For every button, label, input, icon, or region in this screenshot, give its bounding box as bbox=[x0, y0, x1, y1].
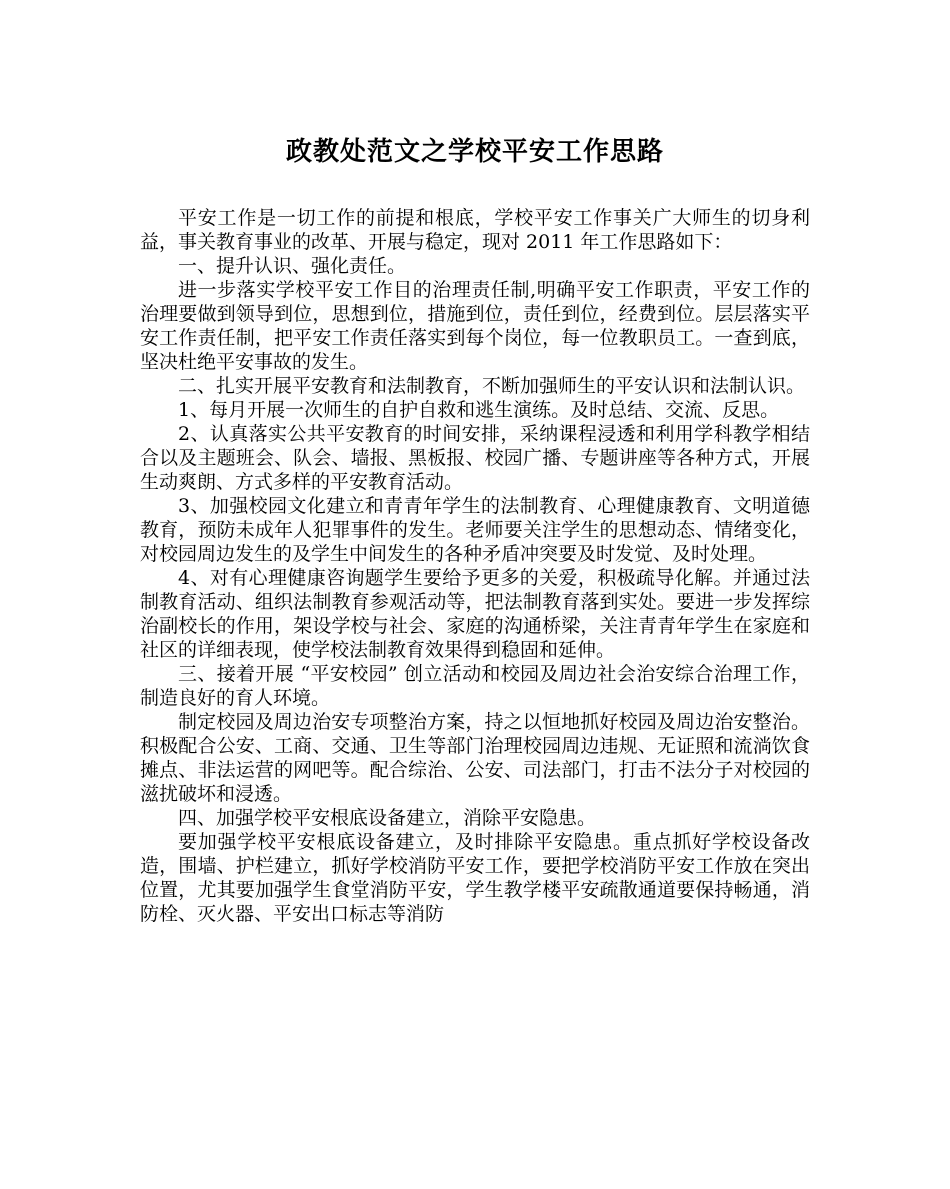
section-heading-3: 三、接着开展 “平安校园” 创立活动和校园及周边社会治安综合治理工作，制造良好的育人环境。 bbox=[140, 663, 810, 709]
paragraph-facilities: 要加强学校平安根底设备建立，及时排除平安隐患。重点抓好学校设备改造，围墙、护栏建立，抓好学校消防平安工作，要把学校消防平安工作放在突出位置，尤其要加强学生食堂消防平安，学生教学楼平安疏散通道要保持畅通，消防栓、灭火器、平安出口标志等消防 bbox=[140, 831, 810, 925]
list-item-2: 2、认真落实公共平安教育的时间安排，采纳课程浸透和利用学科教学相结合以及主题班会、队会、墙报、黑板报、校园广播、专题讲座等各种方式，开展生动爽朗、方式多样的平安教育活动。 bbox=[140, 423, 810, 493]
list-item-3: 3、加强校园文化建立和青青年学生的法制教育、心理健康教育、文明道德教育，预防未成年人犯罪事件的发生。老师要关注学生的思想动态、情绪变化，对校园周边发生的及学生中间发生的各种矛盾冲突要及时发觉、及时处理。 bbox=[140, 495, 810, 565]
document-title: 政教处范文之学校平安工作思路 bbox=[285, 137, 664, 167]
section-heading-4: 四、加强学校平安根底设备建立，消除平安隐患。 bbox=[178, 807, 597, 829]
document-body bbox=[140, 206, 810, 926]
paragraph-responsibility: 进一步落实学校平安工作目的治理责任制,明确平安工作职责，平安工作的治理要做到领导到位，思想到位，措施到位，责任到位，经费到位。层层落实平安工作责任制，把平安工作责任落实到每个岗位，每一位教职员工。一查到底，坚决杜绝平安事故的发生。 bbox=[140, 279, 810, 373]
section-heading-2: 二、扎实开展平安教育和法制教育，不断加强师生的平安认识和法制认识。 bbox=[178, 375, 806, 397]
list-item-4: 4、对有心理健康咨询题学生要给予更多的关爱，积极疏导化解。并通过法制教育活动、组织法制教育参观活动等，把法制教育落到实处。要进一步发挥综治副校长的作用，架设学校与社会、家庭的沟通桥梁，关注青青年学生在家庭和社区的详细表现，使学校法制教育效果得到稳固和延伸。 bbox=[140, 567, 810, 661]
intro-paragraph: 平安工作是一切工作的前提和根底，学校平安工作事关广大师生的切身利益，事关教育事业的改革、开展与稳定，现对 2011 年工作思路如下： bbox=[140, 207, 810, 253]
paragraph-campus-security: 制定校园及周边治安专项整治方案，持之以恒地抓好校园及周边治安整治。积极配合公安、工商、交通、卫生等部门治理校园周边违规、无证照和流淌饮食摊点、非法运营的网吧等。配合综治、公安、司法部门，打击不法分子对校园的滋扰破坏和浸透。 bbox=[140, 711, 810, 805]
section-heading-1: 一、提升认识、强化责任。 bbox=[178, 255, 407, 277]
list-item-1: 1、每月开展一次师生的自护自救和逃生演练。及时总结、交流、反思。 bbox=[178, 399, 780, 421]
